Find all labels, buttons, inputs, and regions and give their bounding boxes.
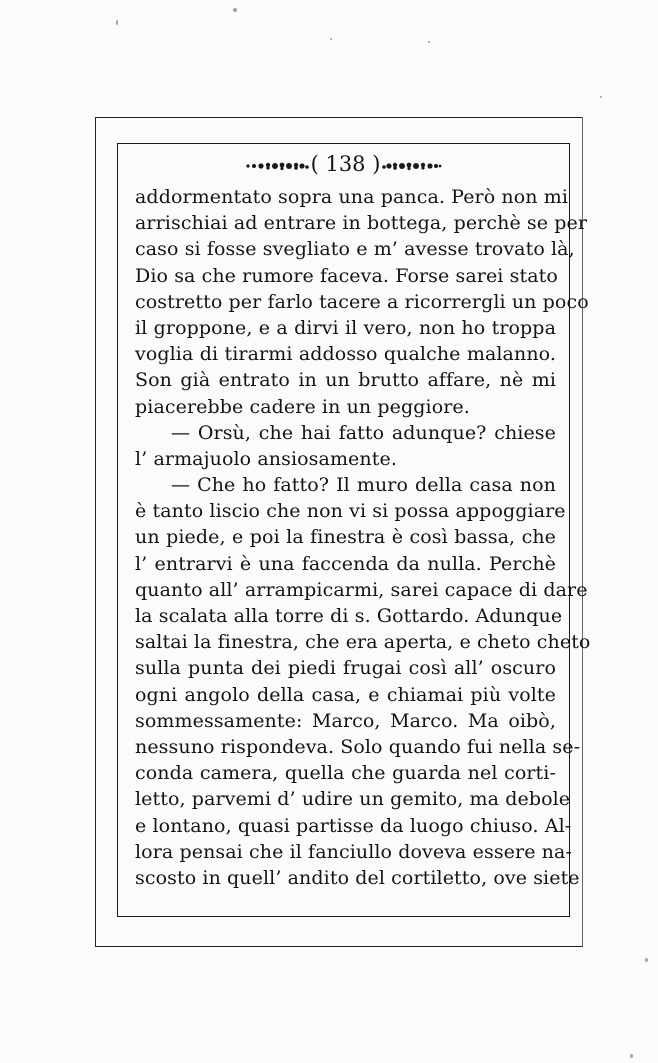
text-line: ogni angolo della casa, e chiamai più volte	[135, 683, 556, 706]
scan-speck	[630, 1054, 633, 1058]
page-number: 138	[325, 152, 366, 176]
header-open-paren: (	[310, 152, 326, 176]
outer-frame-left-rule	[95, 117, 96, 947]
text-line: letto, parvemi d’ udire un gemito, ma debole	[135, 788, 571, 811]
left-ornament-icon	[245, 161, 311, 171]
scan-speck	[330, 38, 332, 40]
scan-speck	[116, 20, 118, 25]
text-line: nessuno rispondeva. Solo quando fui nella se-	[135, 735, 581, 758]
text-line: voglia di tirarmi addosso qualche malanno.	[135, 343, 556, 366]
right-ornament-icon	[380, 161, 442, 171]
scan-speck	[600, 96, 602, 98]
text-line: lora pensai che il fanciullo doveva essere na-	[135, 840, 572, 863]
outer-frame-top-rule	[95, 117, 583, 118]
scan-speck	[645, 958, 648, 962]
scan-speck	[428, 41, 430, 43]
text-line: il groppone, e a dirvi il vero, non ho troppa	[135, 316, 556, 339]
scan-speck	[233, 8, 237, 12]
text-line: e lontano, quasi partisse da luogo chiuso. Al-	[135, 814, 572, 837]
text-line: saltai la finestra, che era aperta, e cheto cheto	[135, 631, 591, 654]
text-line: conda camera, quella che guarda nel corti-	[135, 762, 556, 785]
text-line: quanto all’ arrampicarmi, sarei capace di dare	[135, 578, 588, 601]
text-line: la scalata alla torre di s. Gottardo. Adunque	[135, 605, 563, 627]
text-line: un piede, e poi la finestra è così bassa, che	[135, 526, 556, 549]
outer-frame-right-rule	[582, 117, 583, 947]
body-text	[135, 184, 591, 891]
text-line: — Orsù, che hai fatto adunque? chiese	[171, 421, 556, 444]
text-line: caso si fosse svegliato e m’ avesse trovato là,	[135, 238, 575, 261]
text-line: scosto in quell’ andito del cortiletto, ove siete	[135, 866, 580, 889]
text-line: costretto per farlo tacere a ricorrergli un poco	[135, 290, 589, 313]
text-line: addormentato sopra una panca. Però non mi	[135, 186, 569, 208]
header-close-paren: )	[365, 152, 381, 176]
text-line: sommessamente: Marco, Marco. Ma oibò,	[135, 709, 556, 732]
text-line: Dio sa che rumore faceva. Forse sarei stato	[135, 264, 558, 287]
text-line: sulla punta dei piedi frugai così all’ oscuro	[135, 657, 556, 680]
text-line: — Che ho fatto? Il muro della casa non	[171, 474, 556, 497]
outer-frame-bottom-rule	[95, 946, 583, 947]
page-header	[117, 150, 570, 178]
text-line: arrischiai ad entrare in bottega, perchè se per	[135, 212, 588, 235]
text-line: è tanto liscio che non vi si possa appoggiare	[135, 500, 566, 523]
text-line: l’ entrarvi è una faccenda da nulla. Perchè	[135, 552, 556, 575]
text-line: Son già entrato in un brutto affare, nè mi	[135, 369, 556, 392]
text-line: piacerebbe cadere in un peggiore.	[135, 395, 470, 418]
text-line: l’ armajuolo ansiosamente.	[135, 447, 397, 470]
